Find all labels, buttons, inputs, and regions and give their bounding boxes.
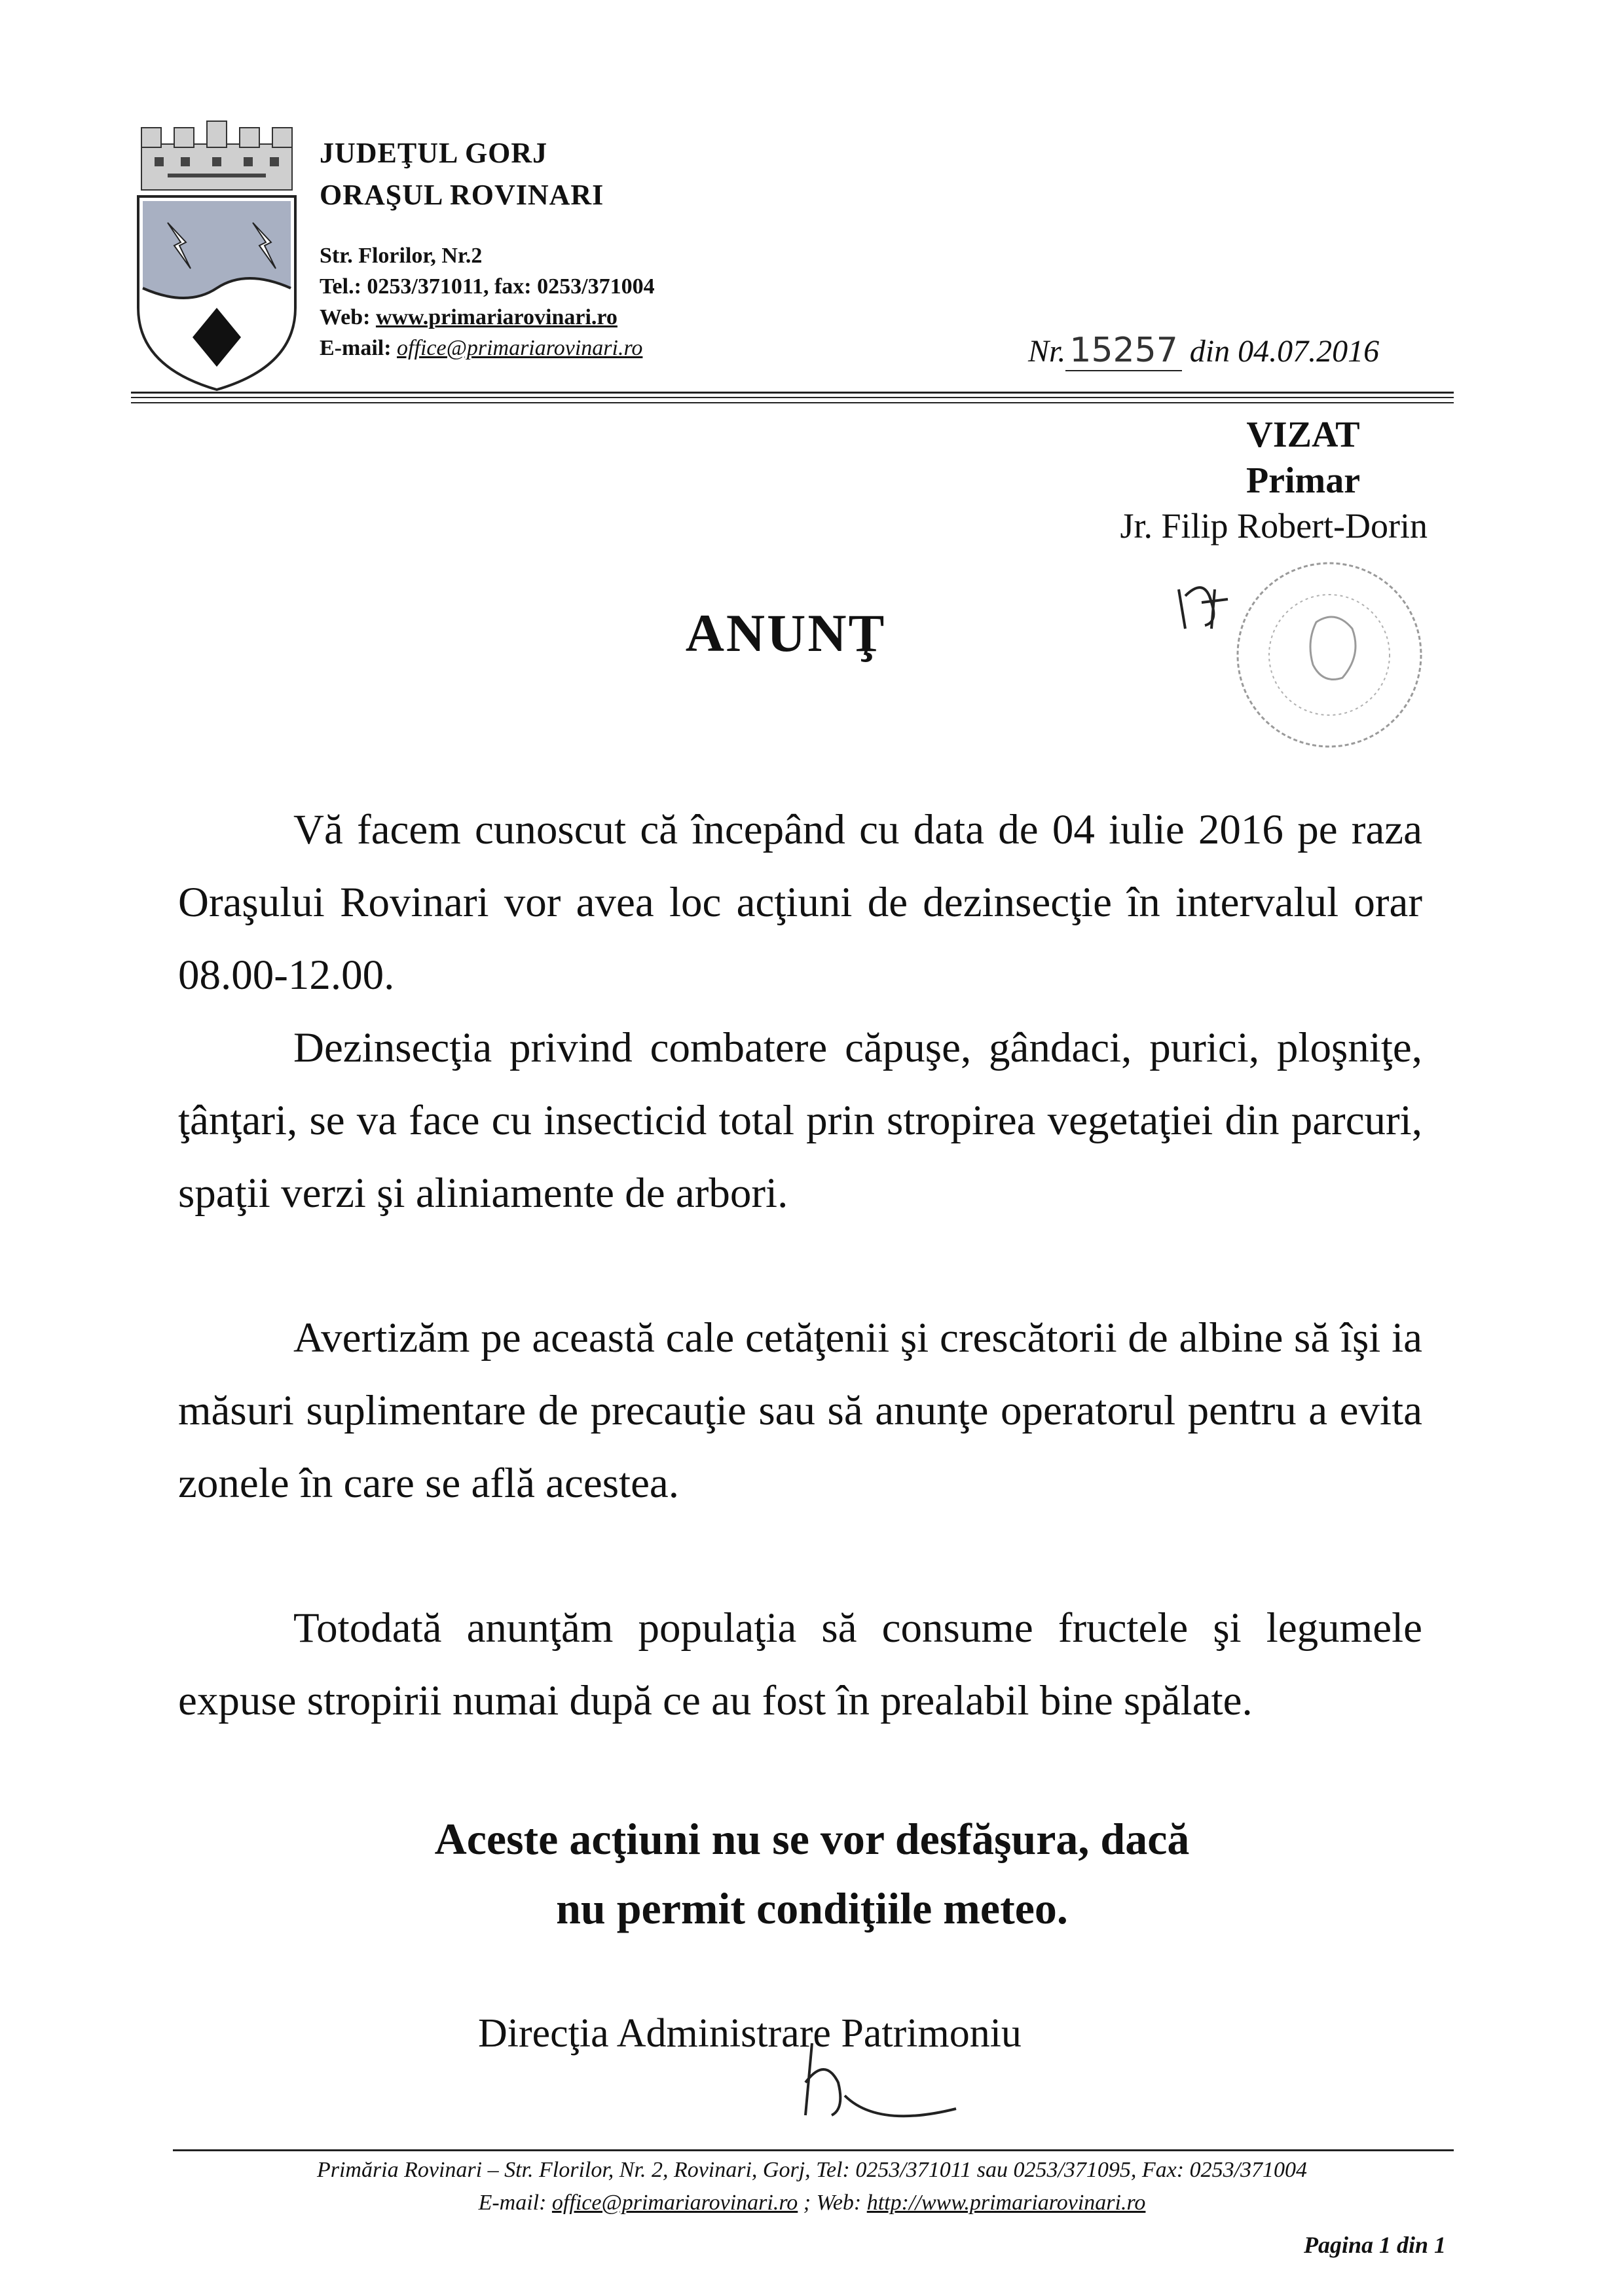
footer-email-link[interactable]: office@primariarovinari.ro <box>551 2191 798 2215</box>
header-web-label: Web: <box>320 305 376 329</box>
approval-vizat: VIZAT <box>1246 415 1360 455</box>
footer-contact <box>0 2191 1624 2215</box>
header-web-link[interactable]: www.primariarovinari.ro <box>375 305 618 329</box>
header-divider-thin <box>131 397 1454 398</box>
header-divider <box>131 392 1454 394</box>
paragraph-text: Totodată anunţăm populaţia să consume fructele şi legumele expuse stropirii numai după ce au fost în prealabil bine spălate. <box>178 1604 1422 1724</box>
body-paragraph-2 <box>178 1012 1422 1230</box>
footer-email-label: E-mail: <box>478 2191 552 2215</box>
paragraph-text: Vă facem cunoscut că începând cu data de 04 iulie 2016 pe raza Oraşului Rovinari vor avea loc acţiuni de dezinsecţie în intervalul orar 08.00-12.00. <box>178 806 1422 999</box>
header-web <box>320 305 618 330</box>
page-number: Pagina 1 din 1 <box>1303 2232 1446 2258</box>
registration-date: din 04.07.2016 <box>1189 334 1380 369</box>
paragraph-text: Avertizăm pe această cale cetăţenii şi crescătorii de albine să îşi ia măsuri suplimentare de precauţie sau să anunţe operatorul pentru a evita zonele în care se află acestea. <box>178 1314 1422 1507</box>
registration-nr-value: 15257 <box>1065 331 1181 371</box>
approval-role: Primar <box>1246 460 1361 501</box>
header-county: JUDEŢUL GORJ <box>320 137 548 169</box>
header-email-label: E-mail: <box>320 336 397 360</box>
header-email <box>320 336 642 361</box>
approval-block <box>1120 414 1428 546</box>
approval-name: Jr. Filip Robert-Dorin <box>1120 506 1428 546</box>
body-paragraph-4 <box>178 1592 1422 1737</box>
department-signature-line: Direcţia Administrare Patrimoniu <box>478 2011 1022 2056</box>
weather-warning <box>0 1804 1624 1943</box>
header-email-link[interactable]: office@primariarovinari.ro <box>397 336 643 360</box>
body-paragraph-3 <box>178 1302 1422 1520</box>
town-coat-of-arms <box>128 111 305 393</box>
header-divider-thin-2 <box>131 402 1454 403</box>
header-town: ORAŞUL ROVINARI <box>320 179 604 211</box>
footer-web-link[interactable]: http://www.primariarovinari.ro <box>866 2191 1146 2215</box>
footer-address: Primăria Rovinari – Str. Florilor, Nr. 2, Rovinari, Gorj, Tel: 0253/371011 sau 0253/371095, Fax: 0253/371004 <box>316 2158 1308 2182</box>
footer-web-label: ; Web: <box>798 2191 867 2215</box>
handwritten-signature <box>786 2017 982 2148</box>
warning-line-1: Aceste acţiuni nu se vor desfăşura, dacă <box>434 1814 1190 1864</box>
header-street: Str. Florilor, Nr.2 <box>320 244 483 268</box>
document-title: ANUNŢ <box>685 603 887 663</box>
body-paragraph-1 <box>178 794 1422 1012</box>
footer-divider <box>173 2149 1454 2151</box>
registration-nr-label: Nr. <box>1028 334 1066 369</box>
registration-number <box>1028 331 1379 370</box>
paragraph-text: Dezinsecţia privind combatere căpuşe, gândaci, purici, ploşniţe, ţânţari, se va face cu insecticid total prin stropirea vegetaţiei din parcuri, spaţii verzi şi aliniamente de arbori. <box>178 1024 1422 1217</box>
header-phone-fax: Tel.: 0253/371011, fax: 0253/371004 <box>320 274 655 299</box>
warning-line-2: nu permit condiţiile meteo. <box>556 1883 1068 1933</box>
